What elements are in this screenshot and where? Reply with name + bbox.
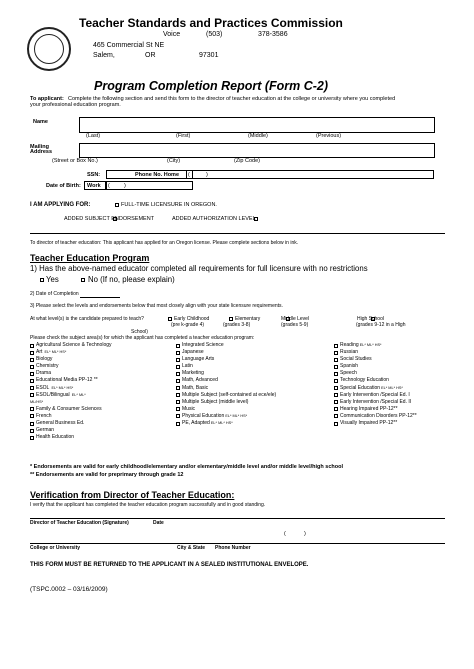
level-high-school-sub: (grades 9-12 in a High [356,322,406,328]
subject-checkbox[interactable] [30,429,34,433]
subject-checkbox[interactable] [334,365,338,369]
oregon-state-seal [27,27,71,71]
level-early-childhood: Early Childhood [174,316,210,322]
name-field[interactable] [79,117,435,133]
subject-text: Russian [340,349,359,356]
level-elementary-checkbox[interactable] [229,317,233,321]
subject-item [334,420,417,427]
subject-text: ESOL [36,384,50,391]
subject-text: ML [58,385,64,390]
work-phone-paren-open: ( [108,183,110,189]
address-label-2: Address [30,149,53,155]
subject-text: EL [225,413,230,418]
subject-item [334,399,417,406]
subject-checkbox[interactable] [176,358,180,362]
subject-item [176,342,276,349]
subject-checkbox[interactable] [176,372,180,376]
subject-checkbox[interactable] [334,422,338,426]
subject-text: EL [381,385,386,390]
subject-item [334,413,417,420]
subject-item [176,392,276,399]
college-line[interactable] [30,543,445,544]
voice-area-code: (503) [206,31,223,38]
subject-text: EL [71,392,77,397]
subject-item [176,413,276,420]
subject-text: Early Intervention /Special Ed. II [340,398,412,405]
subject-text: Hearing Impaired PP-12** [340,405,398,412]
subject-column-1 [30,342,112,441]
q3-text: 3) Please select the levels and endorsements below that most closely align with your state licensure requirements. [30,303,283,309]
subject-item [30,427,112,434]
level-middle-sub: (grades 5-9) [281,322,309,328]
applicant-lead: To applicant: [30,96,64,102]
subject-checkbox[interactable] [334,372,338,376]
subject-checkbox[interactable] [176,422,180,426]
level-elementary: Elementary [235,316,261,322]
address-sub-zip: (Zip Code) [234,158,260,164]
subject-text: Biology [36,356,53,363]
address-sub-street: (Street or Box No.) [52,158,98,164]
subject-checkbox[interactable] [334,358,338,362]
subject-text: HS [66,385,72,390]
agency-city: Salem, [93,52,115,59]
subject-checkbox[interactable] [30,351,34,355]
level-codes: EL* ML* HS* [359,343,382,347]
address-sub-city: (City) [167,158,181,164]
home-phone-label: Phone No. Home [135,172,180,178]
work-phone-field[interactable] [106,181,193,190]
no-checkbox[interactable] [81,278,85,282]
subject-checkbox[interactable] [30,358,34,362]
subject-checkbox[interactable] [30,436,34,440]
subject-text: HS [396,385,402,390]
agency-street: 465 Commercial St NE [93,42,165,49]
subject-text: Reading [340,342,359,348]
subject-question: Please check the subject area(s) for which the applicant has completed a teacher education program: [30,335,255,341]
subject-text: EL [359,343,365,347]
subject-text: Drama [36,370,52,377]
applying-label: I AM APPLYING FOR: [30,202,91,208]
levels-tail: School) [131,329,148,335]
level-codes: EL* ML* HS* [381,385,403,390]
name-sub-previous: (Previous) [316,133,342,139]
subject-text: ML [51,350,57,355]
signature-line[interactable] [30,518,445,519]
subject-text: EL [210,421,216,426]
section-divider [30,233,445,234]
address-label: Mailing [30,144,49,150]
subject-checkbox[interactable] [176,386,180,390]
applicant-instructions-2: your professional education program. [30,102,121,108]
subject-checkbox[interactable] [176,407,180,411]
endorsement-note-1: * Endorsements are valid for early childhood/elementary and/or elementary/middle level and/or middle level/high school [30,464,343,470]
subject-text: PE, Adapted [182,420,210,427]
subject-text: Social Studies [340,356,372,363]
subject-text: EL [44,350,50,355]
subject-item [176,420,276,427]
subject-checkbox[interactable] [30,414,34,418]
address-field[interactable] [79,143,435,158]
subject-checkbox[interactable] [30,344,34,348]
subject-text: Japanese [182,349,204,356]
subject-checkbox[interactable] [176,379,180,383]
level-codes: EL* ML* HS* [44,350,67,355]
subject-text: Math, Advanced [182,377,218,384]
home-phone-paren-close: ) [206,172,208,178]
subject-text: German [36,427,55,434]
subject-text: Family & Consumer Sciences [36,405,102,412]
subject-item [334,385,417,392]
subject-text: HS [240,413,246,418]
subject-checkbox[interactable] [334,407,338,411]
subject-text: ML [232,413,238,418]
subject-checkbox[interactable] [334,393,338,397]
subject-item [334,370,417,377]
subject-checkbox[interactable] [176,351,180,355]
subject-text: Visually Impaired PP-12** [340,420,398,427]
verification-heading: Verification from Director of Teacher Education: [30,490,235,500]
subject-checkbox[interactable] [176,400,180,404]
level-codes: ML/HS* [30,399,44,404]
subject-item [334,349,417,356]
subject-item [176,385,276,392]
subject-text: HS [36,399,42,404]
subject-checkbox[interactable] [30,372,34,376]
subject-text: ML [218,421,224,426]
work-phone-label: Work [87,183,101,189]
completion-date-line[interactable] [80,297,120,298]
subject-checkbox[interactable] [334,414,338,418]
level-codes: EL* ML* HS* [51,385,74,390]
subject-text: Marketing [182,370,204,377]
subject-checkbox[interactable] [30,422,34,426]
subject-checkbox[interactable] [30,386,34,390]
agency-state: OR [145,52,156,59]
level-high-school: High School [357,316,384,322]
voice-label: Voice [163,31,181,38]
subject-checkbox[interactable] [334,344,338,348]
subject-checkbox[interactable] [334,386,338,390]
yes-label: Yes [46,275,59,284]
agency-zip: 97301 [199,52,219,59]
dob-label: Date of Birth: [46,183,81,189]
subject-checkbox[interactable] [176,414,180,418]
subject-item [30,377,112,384]
subject-column-2 [176,342,276,427]
subject-item [30,406,112,413]
city-state-label: City & State [177,545,206,551]
subject-text: Integrated Science [182,342,224,348]
subject-text: Special Education [340,384,381,391]
subject-text: Agricultural Science & Technology [36,342,112,348]
subject-checkbox[interactable] [334,351,338,355]
level-codes: EL* ML* [71,392,86,397]
name-sub-middle: (Middle) [248,133,268,139]
subject-item [30,420,112,427]
q2-label: 2) Date of Completion [30,291,79,297]
signature-label: Director of Teacher Education (Signature) [30,520,129,526]
subject-item [176,406,276,413]
subject-text: HS [225,421,232,426]
subject-item [30,342,112,349]
agency-name: Teacher Standards and Practices Commission [79,16,343,30]
added-subject-label: ADDED SUBJECT ENDORSEMENT [64,216,155,222]
subject-checkbox[interactable] [30,407,34,411]
subject-item [30,363,112,370]
subject-item [334,342,417,349]
subject-item [30,434,112,441]
form-title: Program Completion Report (Form C-2) [94,79,329,93]
subject-checkbox[interactable] [176,344,180,348]
home-phone-paren-open: ( [188,172,190,178]
subject-item [30,356,112,363]
return-notice: THIS FORM MUST BE RETURNED TO THE APPLICANT IN A SEALED INSTITUTIONAL ENVELOPE. [30,562,309,568]
subject-checkbox[interactable] [30,393,34,397]
subject-item [176,363,276,370]
subject-text: French [36,412,52,419]
no-label: No (If no, please explain) [88,275,175,284]
subject-text: ML [366,343,373,347]
subject-item [30,392,112,399]
subject-text: Language Arts [182,356,215,363]
subject-text: Early Intervention /Special Ed. I [340,391,410,398]
subject-text: ESOL/Bilingual [36,391,70,398]
subject-text: Multiple Subject (self-contained at ece/ele) [182,391,277,398]
subject-item [176,399,276,406]
subject-item [334,363,417,370]
subject-text: Technology Education [340,377,389,384]
subject-text: Art [36,349,43,356]
level-elementary-sub: (grades 3-8) [223,322,251,328]
level-early-childhood-sub: (pre k-grade 4) [171,322,205,328]
subject-checkbox[interactable] [30,365,34,369]
level-middle: Middle Level [281,316,310,322]
subject-text: ML [30,399,36,404]
subject-item [334,377,417,384]
ssn-label: SSN: [87,172,101,178]
director-note: To director of teacher education: This applicant has applied for an Oregon license. Please complete sections below in ink. [30,240,299,246]
subject-text: ML [78,392,85,397]
subject-text: EL [51,385,57,390]
added-authorization-label: ADDED AUTHORIZATION LEVEL [172,216,256,222]
subject-text: Educational Media PP-12 ** [36,377,98,384]
subject-text: Math, Basic [182,384,209,391]
subject-checkbox[interactable] [176,365,180,369]
subject-text: HS [374,343,381,347]
date-label: Date [153,520,164,526]
tep-heading: Teacher Education Program [30,253,150,263]
subject-checkbox[interactable] [176,393,180,397]
phone-paren-close: ) [304,531,306,537]
work-phone-paren-close: ) [124,183,126,189]
q1-text: 1) Has the above-named educator completed all requirements for full licensure with no restrictions [30,264,368,273]
applicant-instructions-1: Complete the following section and send this form to the director of teacher education at the college or university where you completed [68,96,396,102]
home-phone-field[interactable] [186,170,434,179]
subject-item [176,356,276,363]
level-codes: EL* ML* HS* [225,413,248,418]
subject-item [30,413,112,420]
subject-column-3 [334,342,417,427]
subject-text: Chemistry [36,363,59,370]
verification-statement: I verify that the applicant has completed the teacher education program successfully and in good standing. [30,502,266,508]
subject-item [176,349,276,356]
name-sub-last: (Last) [86,133,101,139]
level-early-childhood-checkbox[interactable] [168,317,172,321]
subject-text: Spanish [340,363,359,370]
subject-item [334,392,417,399]
form-code: (TSPC.0002 – 03/16/2009) [30,586,108,593]
subject-item-cont [30,399,112,406]
full-time-checkbox[interactable] [115,203,119,207]
subject-text: Music [182,405,196,412]
subject-checkbox[interactable] [334,379,338,383]
subject-text: General Business Ed. [36,420,85,427]
voice-number: 378-3586 [258,31,288,38]
subject-item [334,406,417,413]
phone-number-label: Phone Number [215,545,251,551]
subject-text: HS [59,350,65,355]
endorsement-note-2: ** Endorsements are valid for preprimary through grade 12 [30,472,184,478]
subject-checkbox[interactable] [30,379,34,383]
level-question: At what level(s) is the candidate prepared to teach? [30,316,144,322]
subject-item [334,356,417,363]
subject-item [30,370,112,377]
subject-text: ML [388,385,394,390]
subject-item [176,370,276,377]
subject-item [176,377,276,384]
subject-text: Speech [340,370,357,377]
college-label: College or University [30,545,81,551]
subject-text: Multiple Subject (middle level) [182,398,249,405]
subject-item [30,385,112,392]
full-time-label: FULL-TIME LICENSURE IN OREGON. [121,202,217,208]
subject-item [30,349,112,356]
subject-text: Latin [182,363,193,370]
level-codes: EL* ML* HS* [210,421,233,426]
subject-text: Physical Education [182,412,225,419]
phone-paren-open: ( [284,531,286,537]
name-sub-first: (First) [176,133,191,139]
name-label: Name [33,119,48,125]
subject-text: Communication Disorders PP-12** [340,412,417,419]
subject-checkbox[interactable] [334,400,338,404]
subject-text: Health Education [36,434,75,441]
yes-checkbox[interactable] [40,278,44,282]
